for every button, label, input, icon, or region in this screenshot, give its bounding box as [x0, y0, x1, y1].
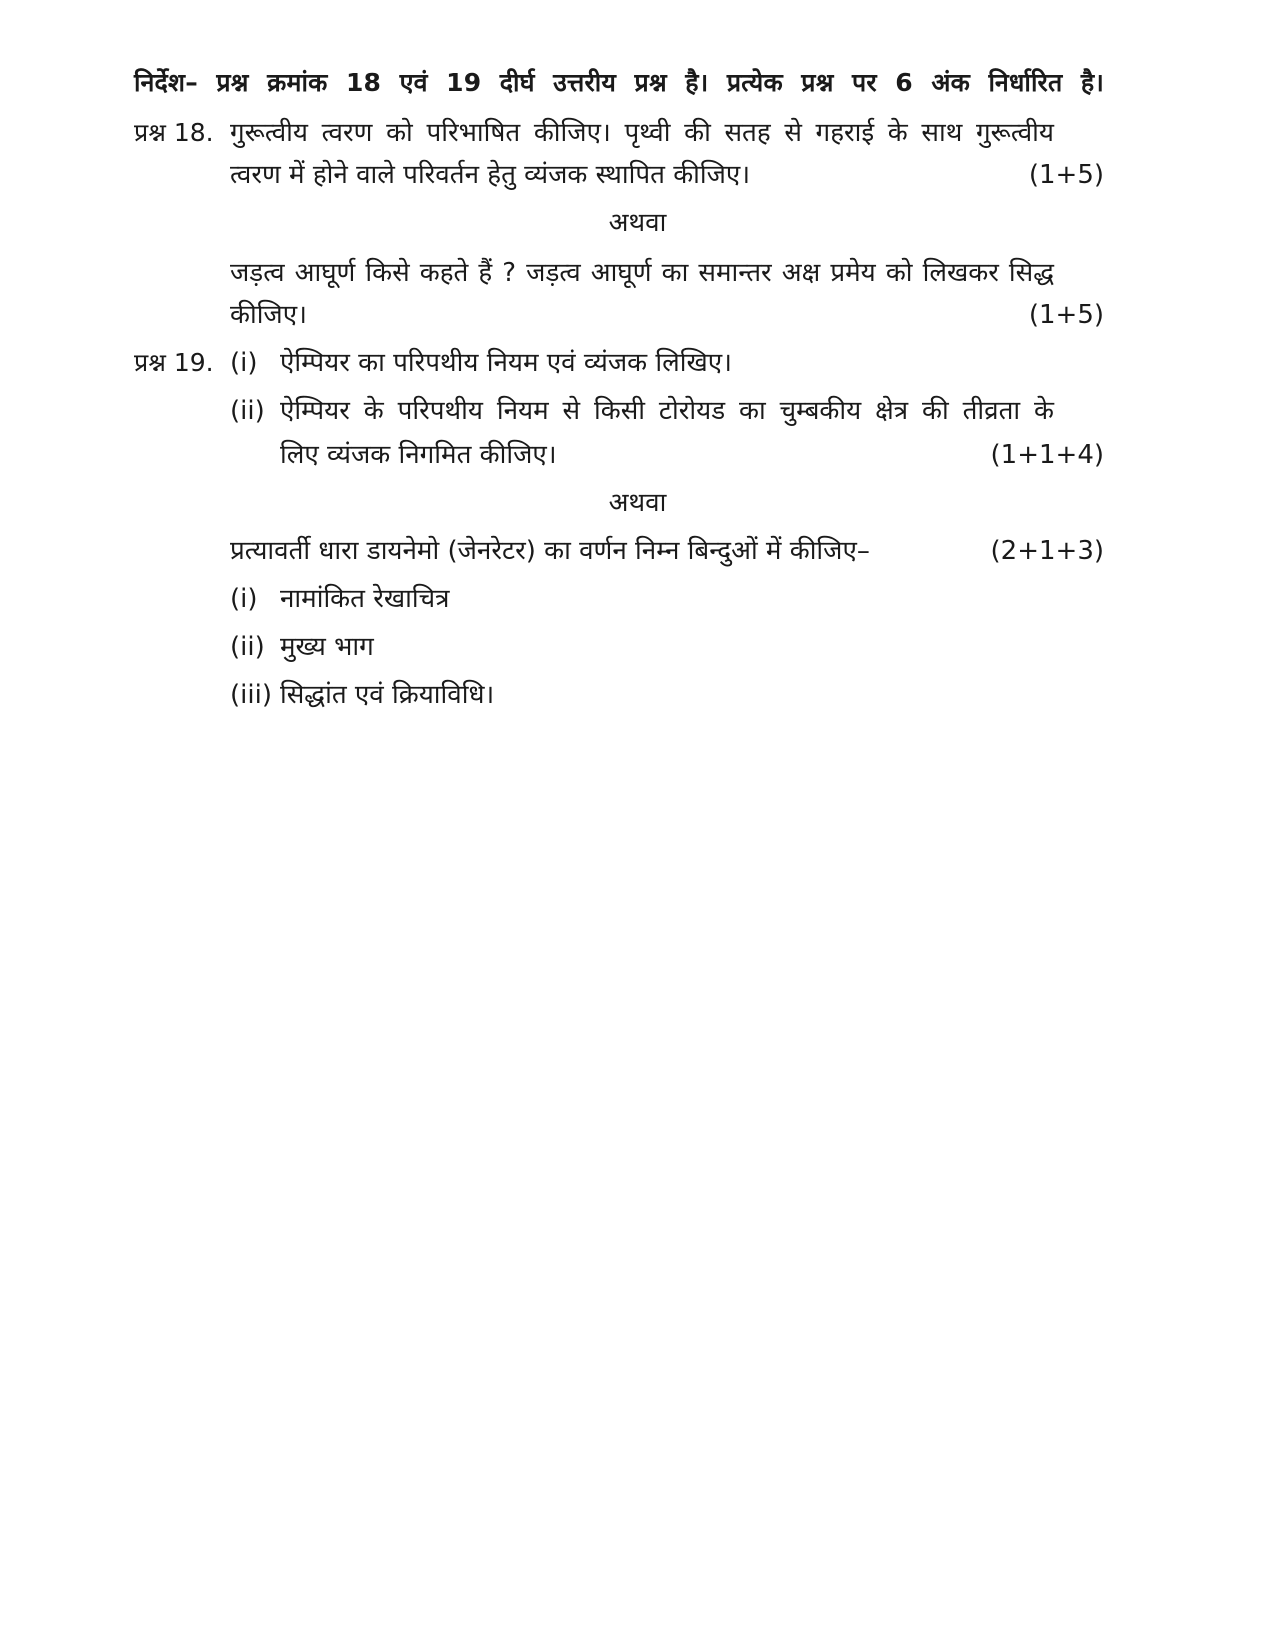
question-19-number: प्रश्न 19.	[134, 348, 214, 377]
question-19-part-ii-line-1: ऐम्पियर के परिपथीय नियम से किसी टोरोयड का चुम्बकीय क्षेत्र की तीव्रता के	[280, 396, 1054, 426]
question-18-number: प्रश्न 18.	[134, 118, 214, 147]
instruction-text: निर्देश– प्रश्न क्रमांक 18 एवं 19 दीर्घ उत्तरीय प्रश्न है। प्रत्येक प्रश्न पर 6 अंक निर्धारित है।	[134, 68, 1104, 97]
alt-point-text: मुख्य भाग	[280, 632, 374, 662]
question-18-line-2: त्वरण में होने वाले परिवर्तन हेतु व्यंजक स्थापित कीजिए।	[230, 160, 751, 190]
question-18-line-1: गुरूत्वीय त्वरण को परिभाषित कीजिए। पृथ्वी की सतह से गहराई के साथ गुरूत्वीय	[230, 118, 1054, 148]
alt-point-label: (ii)	[230, 632, 265, 662]
question-18-alt-line-2: कीजिए।	[230, 300, 307, 330]
question-19-part-i-text: ऐम्पियर का परिपथीय नियम एवं व्यंजक लिखिए।	[280, 348, 732, 378]
question-19-or: अथवा	[608, 488, 667, 518]
question-18-or: अथवा	[608, 208, 667, 238]
question-18-alt-marks: (1+5)	[1028, 300, 1104, 330]
question-19-part-ii-label: (ii)	[230, 396, 265, 426]
question-19-alt-intro: प्रत्यावर्ती धारा डायनेमो (जेनरेटर) का वर्णन निम्न बिन्दुओं में कीजिए–	[230, 536, 870, 566]
alt-point-text: सिद्धांत एवं क्रियाविधि।	[280, 680, 495, 710]
question-19-part-i-label: (i)	[230, 348, 258, 378]
question-19-marks: (1+1+4)	[990, 440, 1104, 470]
alt-point-label: (iii)	[230, 680, 272, 710]
question-19-alt-marks: (2+1+3)	[990, 536, 1104, 566]
question-18-alt-line-1: जड़त्व आघूर्ण किसे कहते हैं ? जड़त्व आघूर्ण का समान्तर अक्ष प्रमेय को लिखकर सिद्ध	[230, 258, 1054, 288]
question-19-part-ii-line-2: लिए व्यंजक निगमित कीजिए।	[280, 440, 557, 470]
alt-point-label: (i)	[230, 584, 258, 614]
alt-point-text: नामांकित रेखाचित्र	[280, 584, 450, 614]
question-18-marks: (1+5)	[1028, 160, 1104, 190]
